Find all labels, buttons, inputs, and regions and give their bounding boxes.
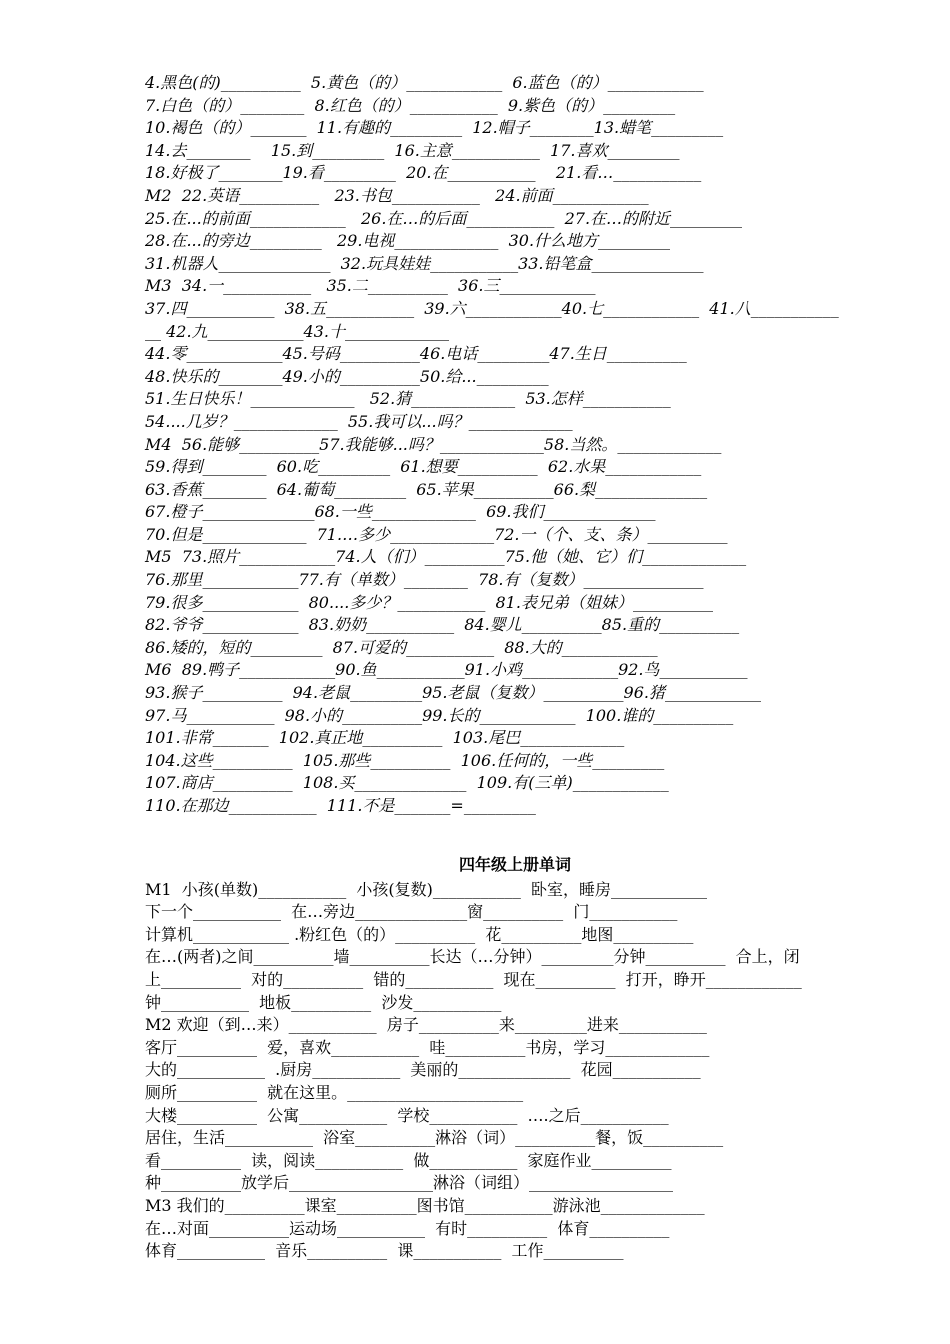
vocab-line <box>145 1014 905 1037</box>
vocab-line <box>145 924 905 947</box>
vocab-line-text: M3 34.一___________ 35.二__________ 36.三____________ <box>145 276 596 296</box>
vocab-line <box>145 298 905 321</box>
vocab-line-text: 计算机____________ .粉红色（的）__________ 花__________地图__________ <box>145 924 694 944</box>
vocab-line <box>145 95 905 118</box>
vocab-line <box>145 592 905 615</box>
vocab-line-text: 97.马___________ 98.小的__________99.长的____________ 100.谁的__________ <box>145 705 734 725</box>
vocab-line <box>145 569 905 592</box>
section-spacer <box>145 818 905 854</box>
vocab-line-text: 在…对面__________运动场___________ 有时__________ 体育__________ <box>145 1218 670 1238</box>
vocab-line-text: 93.猴子__________ 94.老鼠_________95.老鼠（复数）__________96.猪____________ <box>145 683 761 703</box>
vocab-line <box>145 1059 905 1082</box>
vocab-line-text: 看__________ 读，阅读___________ 做___________ 家庭作业__________ <box>145 1150 672 1170</box>
vocab-line-text: 107.商店__________ 108.买______________ 109.有(三单)____________ <box>145 773 669 793</box>
vocab-line-text: M2 22.英语__________ 23.书包___________ 24.前面____________ <box>145 185 649 205</box>
vocab-line-text: M5 73.照片____________74.人（们）__________75.他（她、它）们_____________ <box>145 547 747 567</box>
vocab-line-text: 63.香蕉________ 64.葡萄_________ 65.苹果__________66.梨______________ <box>145 479 708 499</box>
vocab-line <box>145 1037 905 1060</box>
vocab-line-text: 居住，生活___________ 浴室__________淋浴（词）__________餐，饭__________ <box>145 1128 724 1148</box>
vocab-line-text: 18.好极了________19.看_________ 20.在___________ 21.看…___________ <box>145 163 702 183</box>
vocab-line <box>145 705 905 728</box>
vocab-line-text: 54....几岁？_____________ 55.我可以...吗？_____________ <box>145 411 573 431</box>
vocab-line-text: 25.在...的前面____________ 26.在…的后面___________ 27.在…的附近_________ <box>145 208 743 228</box>
vocab-line <box>145 1127 905 1150</box>
vocab-line-text: M6 89.鸭子____________90.鱼___________91.小鸡____________92.鸟___________ <box>145 660 748 680</box>
vocab-line-text: __ 42.九____________43.十_____________ <box>145 321 449 341</box>
vocab-line <box>145 795 905 818</box>
vocab-line <box>145 969 905 992</box>
vocab-line <box>145 230 905 253</box>
worksheet <box>145 72 905 1263</box>
vocab-line-text: 在…(两者)之间__________墙__________长达（…分钟）_________分钟__________ 合上，闭 <box>145 947 800 967</box>
vocab-line <box>145 992 905 1015</box>
vocab-line <box>145 1172 905 1195</box>
section-2-vocabulary-list <box>145 879 905 1263</box>
vocab-line <box>145 637 905 660</box>
vocab-line <box>145 1150 905 1173</box>
vocab-line <box>145 772 905 795</box>
vocab-line-text: 76.那里____________77.有（单数）________ 78.有（复数）_______________ <box>145 570 704 590</box>
vocab-line <box>145 879 905 902</box>
vocab-line <box>145 501 905 524</box>
vocab-line-text: 70.但是_____________ 71.…多少_____________72.一（个、支、条）__________ <box>145 524 728 544</box>
vocab-line <box>145 659 905 682</box>
vocab-line-text: 59.得到________ 60.吃_________ 61.想要__________ 62.水果____________ <box>145 457 702 477</box>
vocab-line <box>145 117 905 140</box>
vocab-line <box>145 162 905 185</box>
vocab-line <box>145 456 905 479</box>
vocab-line-text: 51.生日快乐！_____________ 52.猜_____________ 53.怎样___________ <box>145 389 671 409</box>
vocab-line <box>145 72 905 95</box>
vocab-line-text: 110.在那边___________ 111.不是_______=_________ <box>145 796 536 815</box>
vocab-line <box>145 1195 905 1218</box>
vocab-line <box>145 185 905 208</box>
vocab-line-text: 44.零____________45.号码__________46.电话_________47.生日__________ <box>145 344 687 364</box>
vocab-line-text: 31.机器人______________ 32.玩具娃娃___________33.铅笔盒______________ <box>145 253 704 273</box>
vocab-line <box>145 1105 905 1128</box>
vocab-line <box>145 275 905 298</box>
vocab-line <box>145 388 905 411</box>
vocab-line-text: 体育___________ 音乐__________ 课___________ 工作__________ <box>145 1241 624 1261</box>
vocab-line-text: 10.褐色（的）_______ 11.有趣的_________ 12.帽子________13.蜡笔_________ <box>145 118 724 138</box>
vocab-line-text: 种__________放学后__________________淋浴（词组）__________________ <box>145 1173 674 1193</box>
vocab-line-text: 客厅__________ 爱，喜欢___________ 哇__________书房，学习_____________ <box>145 1037 710 1057</box>
vocab-line-text: 28.在...的旁边_________ 29.电视_____________ 30.什么地方_________ <box>145 231 671 251</box>
vocab-line <box>145 1240 905 1263</box>
vocab-line-text: 82.爷爷____________ 83.奶奶___________ 84.婴儿__________85.重的__________ <box>145 615 740 635</box>
vocab-line-text: 大楼__________ 公寓___________ 学校___________ ….之后___________ <box>145 1105 669 1125</box>
vocab-line-text: 101.非常_______ 102.真正地__________ 103.尾巴_____________ <box>145 728 625 748</box>
vocab-line-text: M3 我们的__________课室__________图书馆___________游泳池_____________ <box>145 1195 705 1215</box>
vocab-line <box>145 901 905 924</box>
vocab-line <box>145 524 905 547</box>
vocab-line <box>145 208 905 231</box>
vocab-line-text: 钟___________ 地板__________ 沙发___________ <box>145 992 502 1012</box>
section-2-title: 四年级上册单词 <box>458 854 571 874</box>
vocab-line <box>145 434 905 457</box>
vocab-line-text: M1 小孩(单数)___________ 小孩(复数)___________ 卧室，睡房____________ <box>145 879 708 899</box>
vocab-line <box>145 366 905 389</box>
vocab-line-text: M2 欢迎（到…来）___________ 房子__________来_________进来___________ <box>145 1015 707 1035</box>
vocab-line-text: 86.矮的，短的_________ 87.可爱的___________ 88.大的____________ <box>145 637 658 657</box>
vocab-line <box>145 411 905 434</box>
vocab-line-text: 67.橙子______________68.一些_____________ 69.我们______________ <box>145 502 656 522</box>
vocab-line-text: 大的___________ .厨房___________ 美丽的______________ 花园___________ <box>145 1060 701 1080</box>
vocab-line <box>145 1082 905 1105</box>
vocab-line-text: 下一个___________ 在…旁边______________窗__________ 门___________ <box>145 902 678 922</box>
vocab-line-text: 7.白色（的）________ 8.红色（的）___________ 9.紫色（的）_________ <box>145 95 676 115</box>
vocab-line <box>145 682 905 705</box>
vocab-line-text: M4 56.能够__________57.我能够...吗？_____________58.当然。_____________ <box>145 434 722 454</box>
vocab-line <box>145 750 905 773</box>
vocab-line-text: 14.去________ 15.到_________ 16.主意___________ 17.喜欢_________ <box>145 140 680 160</box>
vocab-line-text: 79.很多____________ 80....多少？___________ 81.表兄弟（姐妹）__________ <box>145 592 713 612</box>
vocab-line <box>145 140 905 163</box>
vocab-line <box>145 727 905 750</box>
vocab-line <box>145 614 905 637</box>
section-1-vocabulary-list <box>145 72 905 818</box>
vocab-line <box>145 321 905 344</box>
vocab-line <box>145 479 905 502</box>
vocab-line-text: 37.四___________ 38.五___________ 39.六____________40.七____________ 41.八___________ <box>145 298 839 318</box>
vocab-line <box>145 1218 905 1241</box>
vocab-line-text: 厕所__________ 就在这里。______________________ <box>145 1082 524 1102</box>
vocab-line-text: 上__________ 对的__________ 错的___________ 现在__________ 打开，睁开____________ <box>145 969 802 989</box>
vocab-line <box>145 253 905 276</box>
vocab-line <box>145 343 905 366</box>
vocab-line-text: 48.快乐的________49.小的__________50.给..._________ <box>145 366 549 386</box>
vocab-line <box>145 546 905 569</box>
vocab-line-text: 4.黑色(的)__________ 5.黄色（的）____________ 6.蓝色（的）____________ <box>145 73 704 92</box>
vocab-line-text: 104.这些__________ 105.那些__________ 106.任何的，一些_________ <box>145 750 665 770</box>
vocab-line <box>145 946 905 969</box>
